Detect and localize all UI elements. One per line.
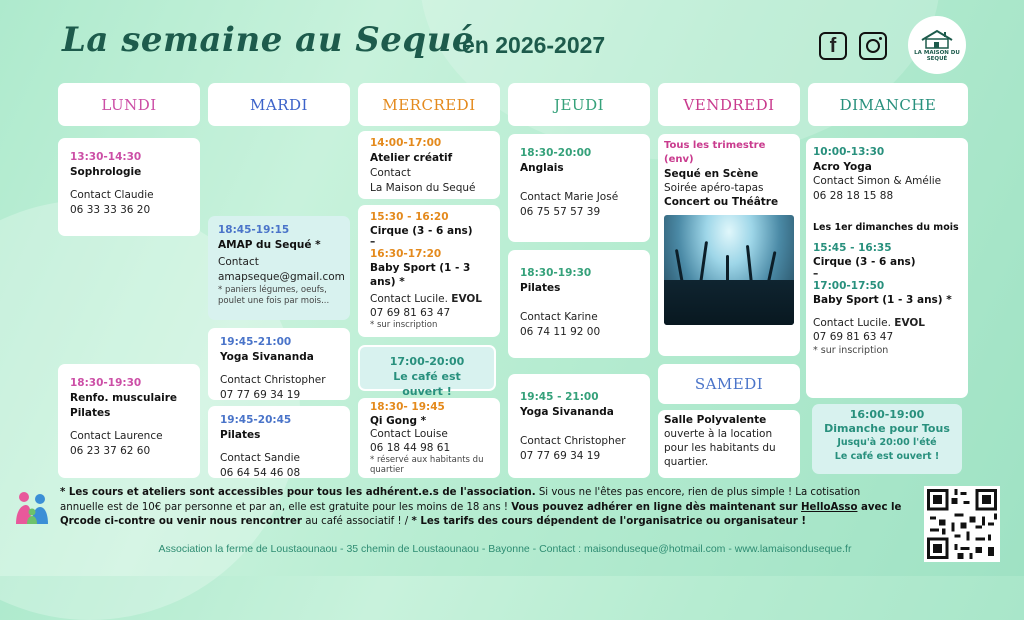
activity-time: 18:30-20:00 <box>520 147 592 159</box>
separator: – <box>370 236 376 248</box>
activity-name: Sequé en Scène <box>664 168 759 180</box>
activity-name: Salle Polyvalente <box>664 414 767 426</box>
house-icon <box>919 28 955 50</box>
activity-time: 18:45-19:15 <box>218 224 290 236</box>
helloasso-link[interactable]: HelloAsso <box>801 501 858 513</box>
day-header-dimanche: DIMANCHE <box>808 83 968 126</box>
activity-email[interactable]: amapseque@gmail.com <box>218 271 345 283</box>
activity-time: 13:30-14:30 <box>70 151 142 163</box>
activity-name: Baby Sport (1 - 3 ans) * <box>370 262 471 288</box>
activity-text: ouverte à la location <box>664 428 773 440</box>
activity-name: Atelier créatif <box>370 152 453 164</box>
activity-contact: Contact Louise <box>370 428 448 440</box>
separator: – <box>813 267 819 280</box>
activity-phone: 06 74 11 92 00 <box>520 326 601 338</box>
activity-name: Dimanche pour Tous <box>824 422 950 435</box>
activity-phone: 06 18 44 98 61 <box>370 441 451 454</box>
activity-time: 17:00-20:00 <box>389 355 465 368</box>
contact-org: EVOL <box>894 316 925 329</box>
activity-text: quartier. <box>664 456 709 468</box>
instagram-icon[interactable] <box>859 32 887 60</box>
activity-card <box>58 138 200 236</box>
activity-name: Concert ou Théâtre <box>664 196 779 208</box>
activity-note: * réservé aux habitants du quartier <box>370 455 484 475</box>
page-title: La semaine au Sequé <box>62 20 475 60</box>
activity-phone: 07 69 81 63 47 <box>813 331 894 343</box>
activity-note: * paniers légumes, oeufs, poulet une fois par mois... <box>218 285 330 306</box>
activity-card <box>208 406 350 478</box>
activity-time: 15:30 - 16:20 <box>370 211 449 223</box>
activity-text: pour les habitants du <box>664 442 776 454</box>
activity-contact: Contact <box>370 167 411 179</box>
activity-card <box>658 134 800 356</box>
activity-time: 10:00-13:30 <box>813 146 885 158</box>
activity-time: 19:45-21:00 <box>220 336 292 348</box>
activity-name: Pilates <box>70 407 111 419</box>
day-header-lundi: LUNDI <box>58 83 200 126</box>
activity-name: Le café est ouvert ! <box>393 370 461 398</box>
activity-name: Acro Yoga <box>813 160 872 173</box>
activity-time: 18:30-19:30 <box>70 377 142 389</box>
qr-code[interactable] <box>924 486 1000 562</box>
activity-contact <box>370 292 488 306</box>
activity-time: 16:00-19:00 <box>849 408 925 421</box>
activity-time: 18:30-19:30 <box>520 267 592 279</box>
sunday-card <box>812 404 962 474</box>
day-header-samedi: SAMEDI <box>658 364 800 404</box>
contact-label: Contact Lucile. <box>370 293 448 305</box>
footer-text: au café associatif ! / <box>301 516 412 527</box>
activity-card <box>208 328 350 400</box>
activity-name: Renfo. musculaire <box>70 392 178 404</box>
cafe-card <box>358 345 496 398</box>
activity-time: 19:45 - 21:00 <box>520 391 599 403</box>
activity-contact: La Maison du Sequé <box>370 182 476 194</box>
activity-card <box>508 134 650 242</box>
activity-contact: Contact Simon & Amélie <box>813 175 942 187</box>
activity-phone: 06 64 54 46 08 <box>220 467 301 479</box>
contact-label: Contact Lucile. <box>813 316 891 329</box>
activity-contact: Contact Karine <box>520 311 598 323</box>
activity-time: Tous les trimestre (env) <box>664 140 766 165</box>
day-header-mardi: MARDI <box>208 83 350 126</box>
activity-time: 19:45-20:45 <box>220 414 292 426</box>
activity-name: Anglais <box>520 162 564 174</box>
footer-text: Vous pouvez adhérer en ligne dès maintenant sur <box>511 501 802 513</box>
activity-phone: 06 33 33 36 20 <box>70 204 151 216</box>
activity-text: Le café est ouvert ! <box>834 451 940 462</box>
activity-name: Cirque (3 - 6 ans) <box>813 256 916 268</box>
activity-card <box>358 131 500 199</box>
activity-card <box>508 250 650 358</box>
activity-card <box>58 364 200 478</box>
activity-name: Baby Sport (1 - 3 ans) * <box>813 294 952 306</box>
activity-subtitle: Soirée apéro-tapas <box>664 182 764 194</box>
day-header-jeudi: JEUDI <box>508 83 650 126</box>
activity-contact <box>813 316 961 331</box>
activity-name: Qi Gong * <box>370 414 427 427</box>
concert-photo <box>664 215 794 325</box>
activity-card <box>508 374 650 478</box>
activity-contact: Contact Christopher <box>520 435 626 447</box>
activity-contact: Contact Marie José <box>520 191 619 203</box>
activity-note: * sur inscription <box>370 320 438 330</box>
activity-card <box>358 205 500 337</box>
activity-time: 17:00-17:50 <box>813 279 885 292</box>
activity-time: 18:30- 19:45 <box>370 401 445 413</box>
activity-name: Cirque (3 - 6 ans) <box>370 225 473 237</box>
activity-name: Yoga Sivananda <box>520 406 614 418</box>
activity-name: AMAP du Sequé * <box>218 239 321 251</box>
activity-phone: 07 69 81 63 47 <box>370 307 451 319</box>
footer-text: * Les tarifs des cours dépendent de l'organisatrice ou organisateur ! <box>411 516 806 527</box>
day-header-vendredi: VENDREDI <box>658 83 800 126</box>
activity-time: 15:45 - 16:35 <box>813 241 892 254</box>
logo-text: LA MAISON DU SEQUÉ <box>914 50 960 62</box>
footer-note <box>60 486 902 530</box>
family-icon <box>12 488 52 528</box>
activity-contact: Contact Sandie <box>220 452 300 464</box>
footer-text: Si vous ne l'êtes pas encore, rien de plus simple ! La cotisation annuelle est de 10€ par personne et par an, elle est gratuite pour les moins de 18 ans ! <box>60 487 861 513</box>
activity-text: Jusqu'à 20:00 l'été <box>837 437 937 448</box>
activity-card <box>358 398 500 478</box>
page-year: en 2026-2027 <box>462 32 606 58</box>
activity-time: 16:30-17:20 <box>370 248 442 260</box>
activity-contact: Contact <box>218 256 259 268</box>
day-header-mercredi: MERCREDI <box>358 83 500 126</box>
logo <box>908 16 966 74</box>
footer-text: * Les cours et ateliers sont accessibles pour tous les adhérent.e.s de l'association. <box>60 487 536 498</box>
activity-name: Pilates <box>520 282 561 294</box>
activity-card <box>658 410 800 478</box>
section-heading: Les 1er dimanches du mois <box>813 222 959 233</box>
activity-name: Yoga Sivananda <box>220 351 314 363</box>
activity-phone: 06 23 37 62 60 <box>70 445 151 457</box>
activity-contact: Contact Claudie <box>70 189 154 201</box>
activity-contact: Contact Laurence <box>70 430 163 442</box>
activity-card <box>806 138 968 398</box>
activity-note: * sur inscription <box>813 344 889 356</box>
activity-phone: 06 28 18 15 88 <box>813 189 894 202</box>
activity-time: 14:00-17:00 <box>370 137 442 149</box>
activity-phone: 07 77 69 34 19 <box>520 450 601 462</box>
activity-card <box>208 216 350 320</box>
facebook-icon[interactable]: f <box>819 32 847 60</box>
activity-phone: 07 77 69 34 19 <box>220 389 301 401</box>
contact-org: EVOL <box>451 293 482 305</box>
footer-text: avec le Qrcode ci-contre ou venir nous rencontrer <box>60 501 902 527</box>
activity-phone: 06 75 57 57 39 <box>520 206 601 218</box>
footer-address: Association la ferme de Loustaounaou - 35 chemin de Loustaounaou - Bayonne - Contact : maisonduseque@hotmail.com - www.lamaisonduseque.fr <box>158 543 852 555</box>
activity-name: Sophrologie <box>70 166 142 178</box>
activity-contact: Contact Christopher <box>220 374 326 386</box>
activity-name: Pilates <box>220 429 261 441</box>
